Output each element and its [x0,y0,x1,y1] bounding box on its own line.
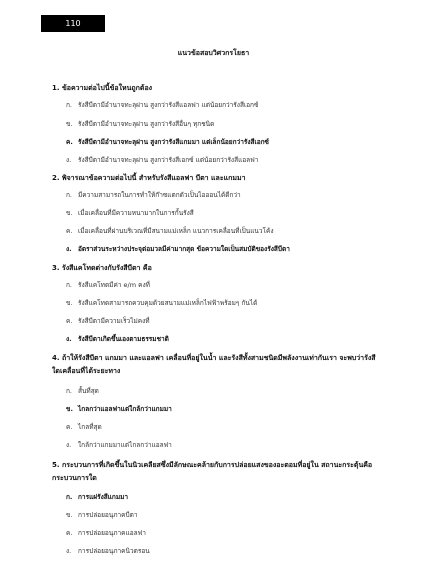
question-5-stem: 5. กระบวนการที่เกิดขึ้นในนิวเคลียสซึ่งมีลักษณะคล้ายกับการปล่อยแสงของอะตอมที่อยู่ใน สถานะกระตุ้นคือกระบวนการใด [52,461,373,482]
question-4-stem: 4. ถ้าให้รังสีบีตา แกมมา และแอลฟา เคลื่อนที่อยู่ในน้ำ และรังสีทั้งสามชนิดมีพลังงานเท่ากันเรา จะพบว่ารังสีใดเคลื่อนที่ได้ระยะทาง [52,354,376,375]
question-3-option-b [66,298,386,309]
question-5-option-c [66,528,386,539]
page-number-badge: 110 [41,15,105,32]
question-3-option-c [66,316,386,327]
option-letter: ข. [66,120,73,128]
question-2-option-c [66,226,386,237]
option-letter: ง. [66,335,72,343]
option-letter: ค. [66,227,73,235]
option-text: เมื่อเคลื่อนที่ผ่านบริเวณที่มีสนามแม่เหล็ก แนวการเคลื่อนที่เป็นแนวโค้ง [78,227,274,235]
question-1-option-d [66,155,386,166]
option-text: รังสีบีตามีอำนาจทะลุผ่าน สูงกว่ารังสีแอลฟา แต่น้อยกว่ารังสีเอกซ์ [78,101,259,109]
option-text: สั้นที่สุด [78,387,99,395]
question-4-option-b [66,404,386,415]
option-text: ไกลกว่าแอลฟาแต่ใกล้กว่าแกมมา [78,405,172,413]
option-letter: ข. [66,511,73,519]
question-2-stem: 2. พิจารณาข้อความต่อไปนี้ สำหรับรังสีแอลฟา บีตา และแกมมา [52,174,246,182]
option-text: ไกลที่สุด [78,423,102,431]
question-5-option-d [66,546,386,557]
question-2-option-b [66,208,386,219]
question-2-option-a [66,190,386,201]
question-5-option-b [66,510,386,521]
question-1-stem: 1. ข้อความต่อไปนี้ข้อใหนถูกต้อง [52,84,153,92]
option-letter: ง. [66,441,72,449]
option-letter: ก. [66,101,73,109]
option-text: การปล่อยอนุภาคแอลฟา [78,529,146,537]
question-3-option-a [66,280,386,291]
option-text: รังสีแคโทดมีค่า e/m คงที่ [78,281,150,289]
option-letter: ง. [66,245,72,253]
option-letter: ก. [66,281,73,289]
question-1-option-b [66,119,386,130]
option-text: รังสีบีตามีความเร็วไม่คงที่ [78,317,150,325]
option-letter: ง. [66,547,72,555]
question-1-option-a [66,100,386,111]
question-4-option-d [66,440,386,451]
question-2-option-d [66,244,386,255]
option-letter: ข. [66,299,73,307]
option-text: การปล่อยอนุภาคบีตา [78,511,138,519]
option-text: การแผ่รังสีแกมมา [78,493,129,501]
option-letter: ค. [66,423,73,431]
question-5-option-a [66,492,386,503]
option-text: รังสีบีตามีอำนาจทะลุผ่าน สูงกว่ารังสีอื่นๆ ทุกชนิด [78,120,215,128]
option-text: รังสีบีตามีอำนาจทะลุผ่าน สูงกว่ารังสีเอกซ์ แต่น้อยกว่ารังสีแอลฟา [78,156,259,164]
question-3-stem: 3. รังสีแคโทดต่างกับรังสีบีตา คือ [52,264,152,272]
option-letter: ก. [66,493,73,501]
option-text: ใกล้กว่าแกมมาแต่ไกลกว่าแอลฟา [78,441,172,449]
question-4-option-a [66,386,386,397]
option-text: การปล่อยอนุภาคนิวตรอน [78,547,150,555]
option-text: รังสีแคโทดสามารถควบคุมด้วยสนามแม่เหล็กไฟฟ้าพร้อมๆ กันได้ [78,299,258,307]
option-letter: ก. [66,387,73,395]
option-letter: ค. [66,529,73,537]
document-title: แนวข้อสอบวิศวกรโยธา [177,49,250,57]
question-3-option-d [66,334,386,345]
option-text: เมื่อเคลื่อนที่มีความหนามากในการกั้นรังสี [78,209,194,217]
option-text: อัตราส่วนระหว่างประจุต่อมวลมีค่ามากสุด ข้อความใดเป็นสมบัติของรังสีบีตา [78,245,290,253]
option-letter: ค. [66,317,73,325]
question-1-option-c [66,137,386,148]
option-letter: ค. [66,138,73,146]
option-letter: ง. [66,156,72,164]
question-4-option-c [66,422,386,433]
option-letter: ข. [66,209,73,217]
option-letter: ก. [66,191,73,199]
option-text: รังสีบีตาเกิดขึ้นเองตามธรรมชาติ [78,335,169,343]
option-text: มีความสามารถในการทำให้ก๊าซแตกตัวเป็นไอออนได้ดีกว่า [78,191,241,199]
option-letter: ข. [66,405,73,413]
option-text: รังสีบีตามีอำนาจทะลุผ่าน สูงกว่ารังสีแกมมา แต่เล็กน้อยกว่ารังสีเอกซ์ [78,138,269,146]
